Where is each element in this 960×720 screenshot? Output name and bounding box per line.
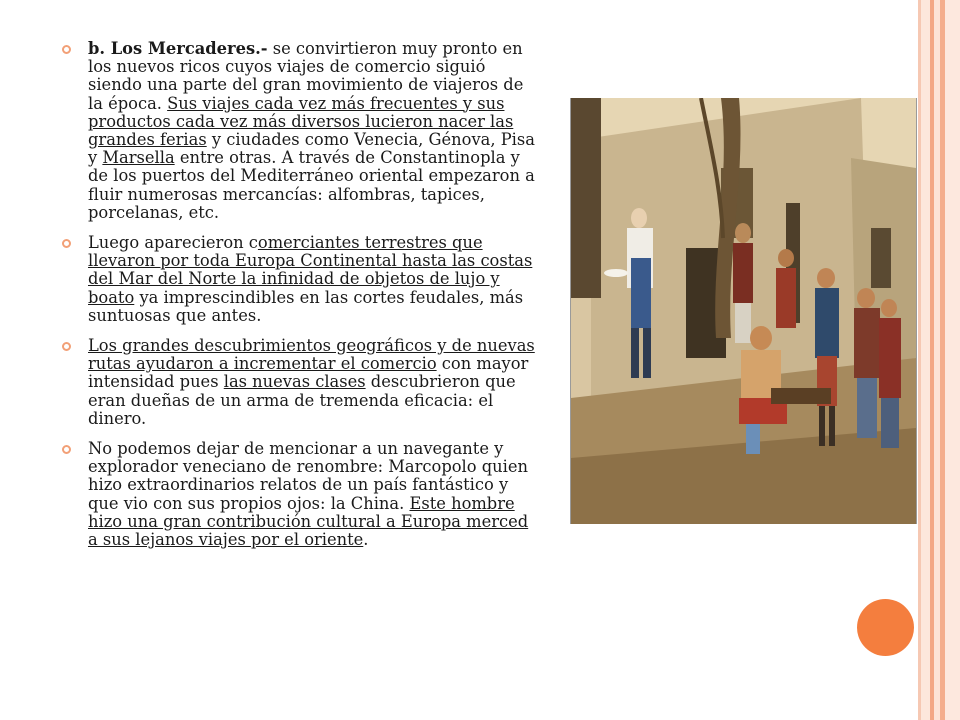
text-segment: las nuevas clases: [223, 372, 366, 392]
text-segment: ya imprescindibles en las cortes feudales, más suntuosas que antes.: [88, 287, 524, 325]
text-segment: omerciantes terrestres que llevaron por toda Europa Continental hasta las costas del Mar del Norte la infinidad de objetos de lujo y boato: [88, 233, 533, 307]
bullet-icon: [62, 445, 71, 454]
text-segment: se convirtieron muy pronto en los nuevos ricos cuyos viajes de comercio siguió siendo una parte del gran movimiento de viajeros de la época.: [88, 39, 524, 113]
bullet-icon: [62, 342, 71, 351]
text-segment: entre otras. A través de Constantinopla y de los puertos del Mediterráneo oriental empezaron a fluir numerosas mercancías: alfombras, tapices, porcelanas, etc.: [88, 148, 535, 222]
bullet-item: [62, 440, 542, 549]
text-segment: Marsella: [102, 148, 175, 168]
text-segment: Sus viajes cada vez más frecuentes y sus productos cada vez más diversos lucieron nacer las grandes ferias: [88, 93, 514, 150]
text-segment: Este hombre hizo una gran contribución cultural a Europa merced a sus lejanos viajes por el oriente: [88, 493, 529, 550]
text-segment: Luego aparecieron c: [88, 233, 258, 253]
text-segment: .: [363, 530, 369, 550]
painting-illustration: [571, 98, 916, 524]
bullet-icon: [62, 239, 71, 248]
decorative-circle: [857, 599, 914, 656]
bullet-item: [62, 40, 542, 222]
text-segment: descubrieron que eran dueñas de un arma de tremenda eficacia: el dinero.: [88, 372, 516, 428]
border-stripe: [945, 0, 960, 720]
bullet-item: [62, 234, 542, 325]
bullet-list: [62, 40, 542, 561]
text-segment: Los grandes descubrimientos geográficos y de nuevas rutas ayudaron a incrementar el comercio: [88, 336, 535, 374]
bullet-icon: [62, 45, 71, 54]
text-segment: con mayor intensidad pues: [88, 354, 529, 392]
bullet-item: [62, 337, 542, 428]
text-segment: b. Los Mercaderes.-: [88, 39, 268, 58]
painting-of-merchants: [570, 98, 917, 524]
text-segment: No podemos dejar de mencionar a un navegante y explorador veneciano de renombre: Marcopolo quien hizo extraordinarios relatos de un país fantástico y que vio con sus propios ojos: la China.: [88, 439, 528, 513]
text-segment: y ciudades como Venecia, Génova, Pisa y: [88, 130, 535, 168]
border-stripe: [921, 0, 930, 720]
